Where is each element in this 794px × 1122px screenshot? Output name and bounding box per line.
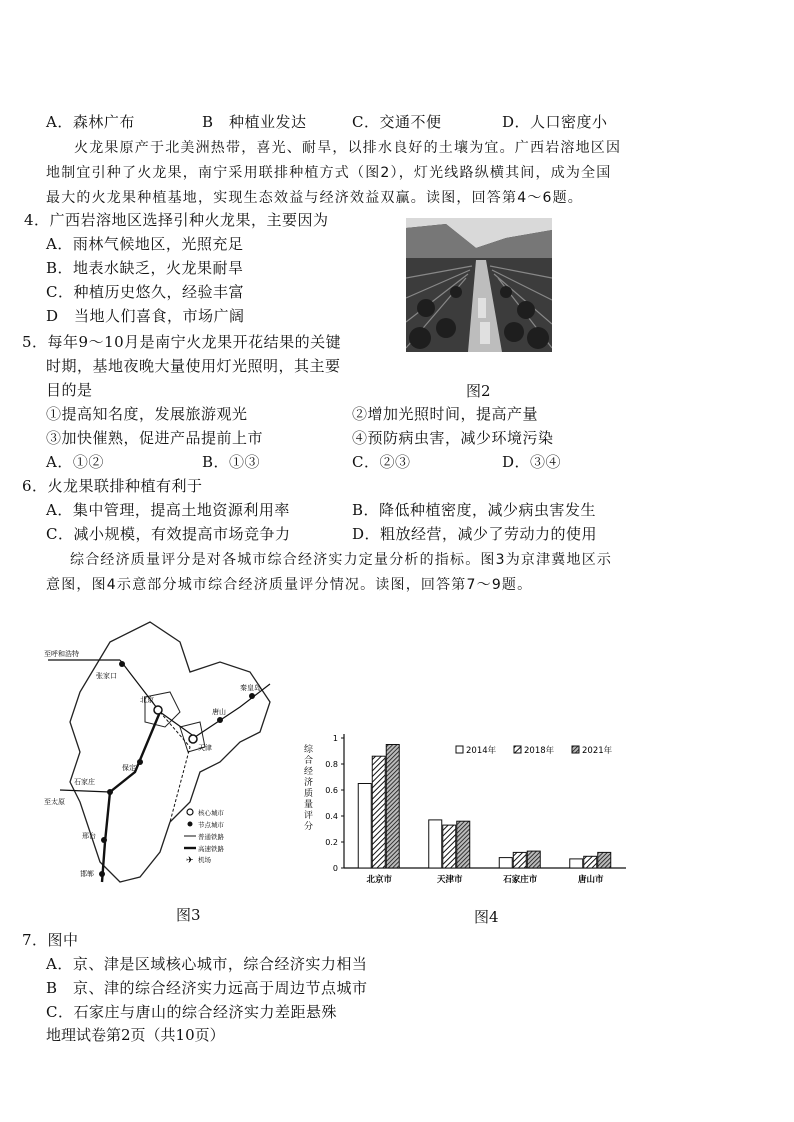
legend-hsr-label: 高速铁路 — [198, 845, 224, 853]
y-tick-label: 0.8 — [325, 760, 338, 769]
label-baoding: 保定 — [122, 764, 136, 772]
x-tick-label: 石家庄市 — [503, 875, 538, 885]
jingjinji-map — [40, 612, 290, 902]
score-bar-chart — [296, 722, 636, 902]
q5-stem-line2: 时期，基地夜晚大量使用灯光照明，其主要 — [46, 357, 341, 375]
q6-option-a: A．集中管理，提高土地资源利用率 — [46, 501, 290, 519]
legend-core-label: 核心城市 — [198, 809, 224, 817]
label-qinhuangdao: 秦皇岛 — [240, 684, 261, 692]
fig3-caption: 图3 — [176, 906, 201, 924]
bar — [499, 858, 512, 868]
y-tick-label: 0 — [332, 864, 338, 873]
q5-option-b: B．①③ — [202, 453, 261, 471]
legend-swatch — [456, 746, 463, 753]
label-shijiazhuang: 石家庄 — [74, 778, 95, 786]
legend-rail-label: 普通铁路 — [198, 833, 224, 841]
chart-ylabel — [304, 743, 314, 832]
zhangjiakou-marker — [119, 661, 125, 667]
q5-option-c: C．②③ — [352, 453, 411, 471]
q5-option-a: A．①② — [46, 453, 104, 471]
q3-option-d: D．人口密度小 — [502, 113, 608, 131]
q4-option-c: C．种植历史悠久，经验丰富 — [46, 283, 244, 301]
bar — [570, 859, 583, 868]
q3-option-b: B 种植业发达 — [202, 113, 307, 131]
y-tick-label: 0.6 — [325, 786, 338, 795]
intro2-line1: 综合经济质量评分是对各城市综合经济实力定量分析的指标。图3为京津冀地区示 — [70, 552, 613, 568]
y-axis-label-char: 经 — [304, 767, 314, 777]
label-zhangjiakou: 张家口 — [96, 672, 117, 680]
q7-option-a: A．京、津是区域核心城市，综合经济实力相当 — [46, 955, 368, 973]
beijing-core-marker — [154, 706, 162, 714]
q3-option-a: A．森林广布 — [46, 113, 135, 131]
tangshan-marker — [217, 717, 223, 723]
q7-option-c: C．石家庄与唐山的综合经济实力差距悬殊 — [46, 1003, 337, 1021]
x-tick-label: 天津市 — [436, 875, 463, 885]
hebei-boundary — [70, 622, 270, 882]
legend-node-label: 节点城市 — [198, 821, 224, 829]
q5-stem-line1: 5．每年9～10月是南宁火龙果开花结果的关键 — [22, 333, 342, 351]
q4-option-d: D 当地人们喜食，市场广阔 — [46, 307, 245, 325]
shijiazhuang-marker — [107, 789, 113, 795]
y-tick-label: 0.2 — [325, 838, 338, 847]
q4-option-a: A．雨林气候地区，光照充足 — [46, 235, 244, 253]
bar — [443, 825, 456, 868]
y-tick-label: 1 — [332, 734, 338, 743]
y-tick-label: 0.4 — [325, 812, 338, 821]
x-tick-label: 北京市 — [366, 875, 393, 885]
y-axis-label-char: 济 — [304, 778, 314, 788]
legend-node-symbol — [188, 822, 193, 827]
label-taiyuan: 至太原 — [44, 798, 65, 806]
bar — [513, 852, 526, 868]
intro1-line1: 火龙果原产于北美洲热带，喜光、耐旱，以排水良好的土壤为宜。广西岩溶地区因 — [74, 140, 622, 156]
label-handan: 邯郸 — [80, 870, 94, 878]
label-beijing: 北京 — [140, 696, 154, 704]
xingtai-marker — [101, 837, 107, 843]
qinhuangdao-marker — [249, 693, 255, 699]
airport-icon: ✈ — [186, 856, 194, 866]
y-axis-label-char: 综 — [304, 745, 314, 755]
y-axis-label-char: 分 — [304, 822, 314, 832]
rail-line-hohhot — [48, 660, 160, 712]
high-speed-rail-south — [102, 712, 160, 882]
y-axis-label-char: 评 — [304, 811, 314, 821]
legend-label: 2018年 — [524, 746, 555, 756]
label-tangshan: 唐山 — [212, 708, 226, 716]
intro1-line2: 地制宜引种了火龙果，南宁采用联排种植方式（图2），灯光线路纵横其间，成为全国 — [46, 165, 612, 181]
bar — [457, 821, 470, 868]
legend-swatch — [514, 746, 521, 753]
bar — [386, 745, 399, 869]
y-axis-label-char: 合 — [304, 756, 314, 766]
q3-option-c: C．交通不便 — [352, 113, 442, 131]
intro1-line3: 最大的火龙果种植基地，实现生态效益与经济效益双赢。读图，回答第4～6题。 — [46, 190, 584, 206]
page-footer: 地理试卷第2页（共10页） — [46, 1026, 225, 1044]
q5-item-4: ④预防病虫害，减少环境污染 — [352, 429, 554, 447]
q4-option-b: B．地表水缺乏，火龙果耐旱 — [46, 259, 244, 277]
label-hohhot: 至呼和浩特 — [44, 650, 79, 658]
fig2-photo — [406, 218, 552, 352]
handan-marker — [99, 871, 105, 877]
legend-core-symbol — [187, 809, 193, 815]
legend-label: 2021年 — [582, 746, 613, 756]
q5-option-d: D．③④ — [502, 453, 562, 471]
q6-option-d: D．粗放经营，减少了劳动力的使用 — [352, 525, 598, 543]
bar — [358, 784, 371, 869]
bar — [598, 852, 611, 868]
intro2-line2: 意图，图4示意部分城市综合经济质量评分情况。读图，回答第7～9题。 — [46, 577, 533, 593]
x-tick-label: 唐山市 — [577, 875, 604, 885]
q5-item-2: ②增加光照时间，提高产量 — [352, 405, 539, 423]
fig3-map — [40, 612, 290, 902]
q5-item-1: ①提高知名度，发展旅游观光 — [46, 405, 248, 423]
legend-swatch — [572, 746, 579, 753]
tianjin-core-marker — [189, 735, 197, 743]
bar — [429, 820, 442, 868]
q7-stem: 7．图中 — [22, 931, 79, 949]
y-axis-label-char: 质 — [304, 789, 314, 799]
q6-stem: 6．火龙果联排种植有利于 — [22, 477, 203, 495]
label-tianjin: 天津 — [198, 744, 212, 752]
q5-item-3: ③加快催熟，促进产品提前上市 — [46, 429, 264, 447]
q6-option-b: B．降低种植密度，减少病虫害发生 — [352, 501, 597, 519]
q5-stem-line3: 目的是 — [46, 381, 93, 399]
bar — [372, 756, 385, 868]
bar — [527, 851, 540, 868]
legend-label: 2014年 — [466, 746, 497, 756]
rail-line-taiyuan — [60, 790, 110, 792]
label-xingtai: 邢台 — [82, 832, 96, 840]
q7-option-b: B 京、津的综合经济实力远高于周边节点城市 — [46, 979, 368, 997]
rail-line-branch — [160, 712, 190, 822]
y-axis-label-char: 量 — [304, 800, 314, 810]
q4-stem: 4．广西岩溶地区选择引种火龙果，主要因为 — [24, 211, 329, 229]
bar — [584, 856, 597, 868]
fig4-caption: 图4 — [474, 908, 499, 926]
fig2-caption: 图2 — [466, 382, 491, 400]
baoding-marker — [137, 759, 143, 765]
fig4-chart — [296, 722, 636, 902]
dragon-fruit-field-image — [406, 218, 552, 352]
q6-option-c: C．减小规模，有效提高市场竞争力 — [46, 525, 291, 543]
legend-airport-label: 机场 — [198, 856, 211, 864]
